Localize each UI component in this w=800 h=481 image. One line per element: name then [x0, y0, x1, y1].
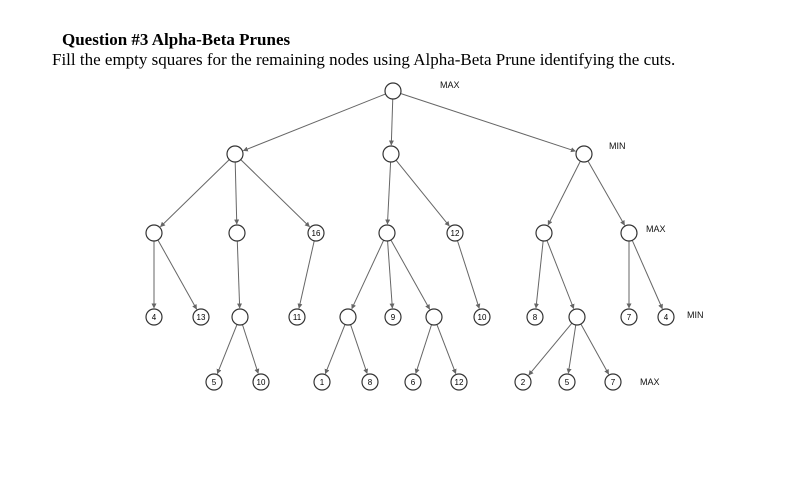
question-title: Question #3 Alpha-Beta Prunes	[62, 30, 291, 49]
tree-node-C2	[621, 225, 637, 241]
edge-B2-B2a	[457, 241, 479, 309]
edge-C1b-C1b3	[581, 324, 609, 374]
edge-A1-A1b	[158, 240, 197, 309]
edge-C1-C1a	[536, 241, 543, 308]
node-value-B1a1: 1	[319, 378, 325, 387]
edge-B1-B1a	[352, 240, 384, 309]
level-label-level2: MAX	[646, 224, 666, 234]
tree-node-B1	[379, 225, 395, 241]
question-instruction: Fill the empty squares for the remaining nodes using Alpha-Beta Prune identifying the cuts.	[52, 50, 676, 69]
level-label-level3: MIN	[687, 310, 704, 320]
node-value-B2a: 10	[477, 313, 487, 322]
level-label-level1: MIN	[609, 141, 626, 151]
node-value-C1b1: 2	[520, 378, 526, 387]
edge-root-B	[391, 99, 392, 145]
tree-node-A1	[146, 225, 162, 241]
edge-root-A	[243, 94, 385, 151]
tree-node-A2	[229, 225, 245, 241]
node-value-A2a1: 5	[211, 378, 217, 387]
edge-root-C	[401, 94, 576, 152]
level-label-level4: MAX	[640, 377, 660, 387]
edge-B1-B1b	[388, 241, 393, 308]
tree-node-C1b	[569, 309, 585, 325]
edge-B-B2	[396, 160, 449, 226]
edge-C1-C1b	[547, 240, 574, 308]
node-value-A1b: 13	[196, 313, 206, 322]
edge-A-A1	[160, 160, 229, 227]
edge-A-A2	[235, 162, 237, 224]
edge-A3-A3a	[299, 241, 314, 308]
edge-B1a-B1a1	[325, 324, 345, 373]
node-value-C1b2: 5	[564, 378, 570, 387]
node-value-A3a: 11	[292, 313, 302, 322]
edge-C-C2	[588, 161, 625, 225]
tree-node-root	[385, 83, 401, 99]
node-value-B1b: 9	[390, 313, 396, 322]
edge-C2-C2b	[632, 240, 662, 308]
edge-A2a-A2a2	[242, 325, 258, 374]
tree-node-C1	[536, 225, 552, 241]
edge-A-A3	[241, 160, 310, 227]
node-value-C1b3: 7	[610, 378, 616, 387]
node-value-B1c2: 12	[454, 378, 464, 387]
edge-C1b-C1b1	[529, 323, 572, 375]
node-value-C1a: 8	[532, 313, 538, 322]
node-value-B2: 12	[450, 229, 460, 238]
tree-node-A	[227, 146, 243, 162]
tree-node-A2a	[232, 309, 248, 325]
edge-B1a-B1a2	[351, 325, 368, 374]
tree-node-B1a	[340, 309, 356, 325]
node-value-A3: 16	[311, 229, 321, 238]
edge-C1b-C1b2	[568, 325, 575, 373]
edge-B1c-B1c1	[416, 325, 432, 374]
edge-B-B1	[387, 162, 390, 224]
node-value-B1c1: 6	[410, 378, 416, 387]
edge-A2a-A2a1	[217, 324, 237, 373]
level-label-root: MAX	[440, 80, 460, 90]
edge-C-C1	[548, 161, 580, 225]
tree-node-B	[383, 146, 399, 162]
node-value-A2a2: 10	[256, 378, 266, 387]
node-value-B1a2: 8	[367, 378, 373, 387]
node-value-C2b: 4	[663, 313, 669, 322]
edge-B1c-B1c2	[437, 324, 456, 373]
edge-A2-A2a	[237, 241, 239, 308]
node-value-A1a: 4	[151, 313, 157, 322]
edge-B1-B1c	[391, 240, 430, 309]
tree-node-B1c	[426, 309, 442, 325]
tree-node-C	[576, 146, 592, 162]
node-value-C2a: 7	[626, 313, 632, 322]
